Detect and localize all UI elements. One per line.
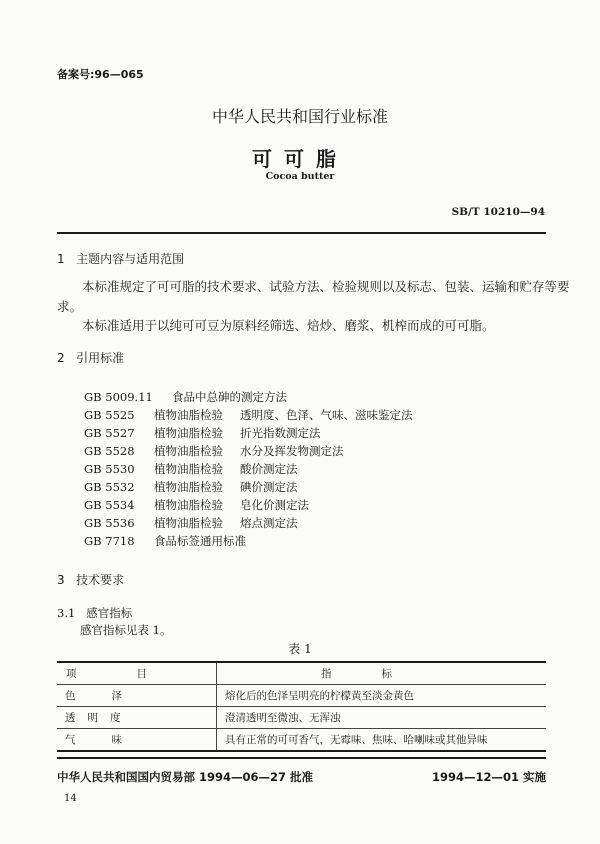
section-1-paragraph-1-cont: 求。	[57, 299, 83, 314]
reference-item: GB 5525 植物油脂检验 透明度、色泽、气味、滋味鉴定法	[84, 408, 413, 422]
document-title-english: Cocoa butter	[265, 171, 335, 182]
record-number: 备案号:96—065	[57, 68, 144, 81]
section-number: 1	[57, 252, 65, 266]
section-2-heading	[57, 349, 124, 366]
table-row: 透明度 澄清透明至微浊、无浑浊	[57, 707, 546, 729]
reference-item: GB 7718 食品标签通用标准	[84, 534, 246, 548]
approval-statement: 中华人民共和国国内贸易部 1994—06—27 批准	[57, 770, 314, 784]
column-header-value: 指标	[217, 662, 547, 685]
section-title: 主题内容与适用范围	[76, 252, 185, 266]
reference-item: GB 5530 植物油脂检验 酸价测定法	[84, 462, 298, 476]
header-divider	[57, 232, 546, 234]
reference-item: GB 5527 植物油脂检验 折光指数测定法	[84, 426, 321, 440]
section-1-paragraph-1: 本标准规定了可可脂的技术要求、试验方法、检验规则以及标志、包装、运输和贮存等要	[82, 279, 570, 294]
subsection-3-1-heading: 3.1 感官指标	[57, 606, 133, 620]
section-number: 3	[57, 573, 65, 587]
reference-item: GB 5009.11 食品中总砷的测定方法	[84, 390, 287, 404]
issuer-title: 中华人民共和国行业标准	[211, 107, 388, 126]
table-header-row	[57, 662, 546, 685]
column-header-item: 项目	[57, 662, 217, 685]
page-number: 14	[64, 793, 77, 804]
table-caption: 表 1	[288, 642, 312, 656]
footer-divider	[57, 757, 546, 759]
table-sensory-indicators	[57, 661, 546, 752]
reference-item: GB 5528 植物油脂检验 水分及挥发物测定法	[84, 444, 344, 458]
section-title: 引用标准	[76, 351, 125, 365]
section-3-heading	[57, 571, 124, 588]
reference-item: GB 5532 植物油脂检验 碘价测定法	[84, 480, 298, 494]
table-row: 色泽 熔化后的色泽呈明亮的柠檬黄至淡金黄色	[57, 685, 546, 707]
subsection-3-1-text: 感官指标见表 1。	[80, 623, 172, 637]
standard-code: SB/T 10210—94	[451, 206, 545, 218]
section-1-heading	[57, 250, 184, 267]
reference-item: GB 5536 植物油脂检验 熔点测定法	[84, 516, 298, 530]
reference-item: GB 5534 植物油脂检验 皂化价测定法	[84, 498, 309, 512]
section-number: 2	[57, 351, 65, 365]
document-title: 可可脂	[252, 147, 348, 171]
section-title: 技术要求	[76, 573, 125, 587]
effective-date: 1994—12—01 实施	[431, 770, 546, 784]
section-1-paragraph-2: 本标准适用于以纯可可豆为原料经筛选、焙炒、磨浆、机榨而成的可可脂。	[82, 318, 495, 333]
table-row: 气味 具有正常的可可香气，无霉味、焦味、哈喇味或其他异味	[57, 729, 546, 752]
